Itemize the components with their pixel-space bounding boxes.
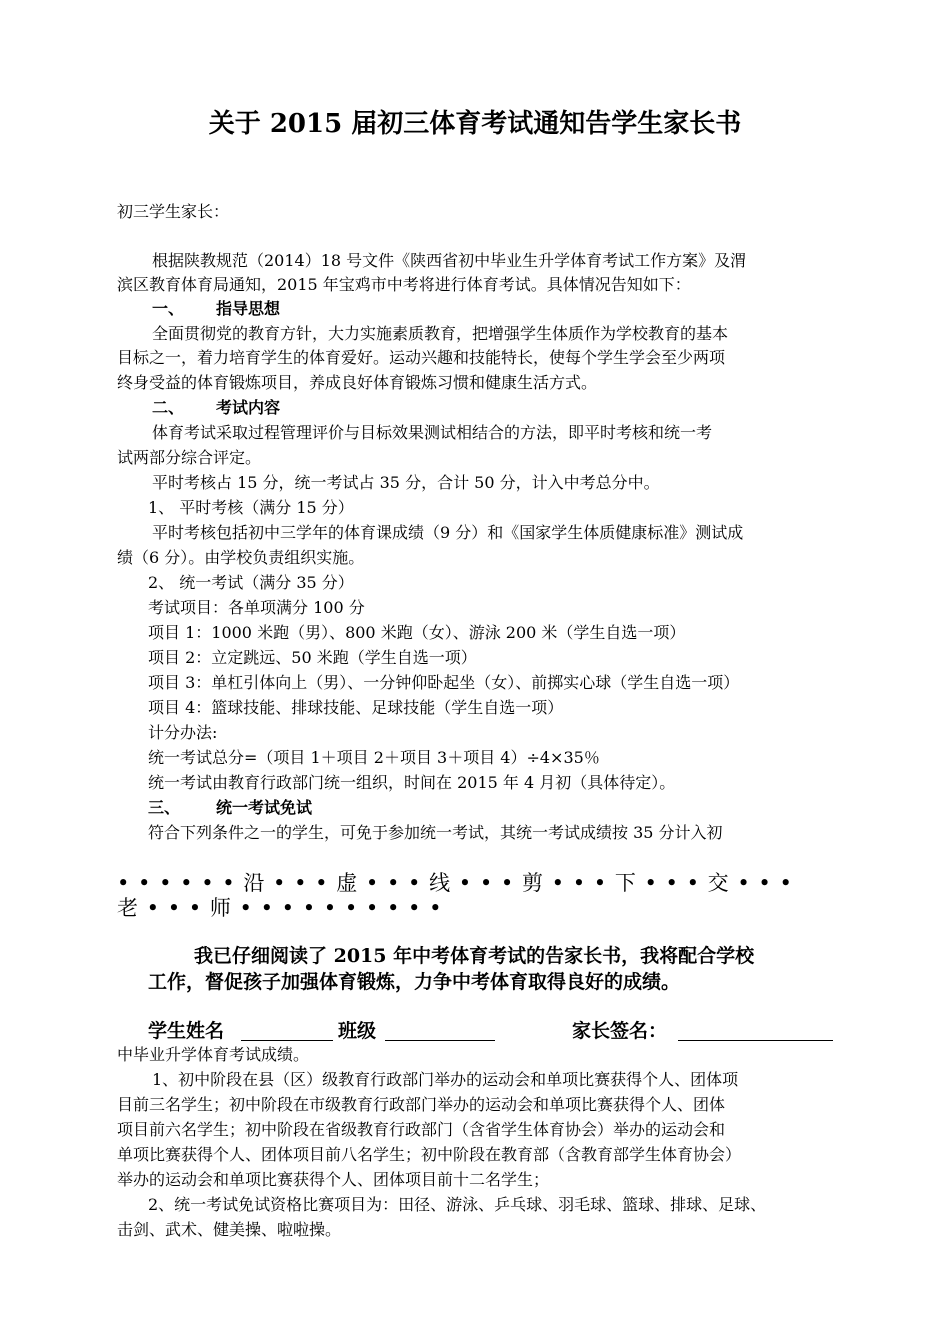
section-2-number: 二、: [152, 398, 185, 417]
score-line: 平时考核占 15 分，统一考试占 35 分，合计 50 分，计入中考总分中。: [152, 473, 660, 492]
exam-items-note: 考试项目：各单项满分 100 分: [148, 598, 365, 617]
exemption-2-line-2: 击剑、武术、健美操、啦啦操。: [117, 1220, 342, 1239]
parent-sign-blank[interactable]: [678, 1018, 833, 1041]
exemption-2-line-1: 2、统一考试免试资格比赛项目为：田径、游泳、乒乓球、羽毛球、篮球、排球、足球、: [148, 1195, 767, 1214]
exam-item-3: 项目 3：单杠引体向上（男）、一分钟仰卧起坐（女）、前掷实心球（学生自选一项）: [148, 673, 740, 692]
exemption-1-line-2: 目前三名学生；初中阶段在市级教育行政部门举办的运动会和单项比赛获得个人、团体: [117, 1095, 726, 1114]
section-2-line-2: 试两部分综合评定。: [117, 448, 262, 467]
exemption-1-line-1: 1、初中阶段在县（区）级教育行政部门举办的运动会和单项比赛获得个人、团体项: [152, 1070, 739, 1089]
section-1-heading: 指导思想: [216, 299, 281, 318]
section-3-number: 三、: [148, 798, 181, 817]
exam-schedule: 统一考试由教育行政部门统一组织，时间在 2015 年 4 月初（具体待定）。: [148, 773, 676, 792]
intro-line-1: 根据陕教规范（2014）18 号文件《陕西省初中毕业生升学体育考试工作方案》及渭: [152, 251, 747, 270]
section-1-number: 一、: [152, 299, 185, 318]
section-1-line-1: 全面贯彻党的教育方针，大力实施素质教育，把增强学生体质作为学校教育的基本: [152, 324, 729, 343]
exemption-1-line-5: 举办的运动会和单项比赛获得个人、团体项目前十二名学生；: [117, 1170, 550, 1189]
section-3-heading: 统一考试免试: [216, 798, 313, 817]
continuation-line-1: 中毕业升学体育考试成绩。: [117, 1045, 310, 1064]
section-1-line-3: 终身受益的体育锻炼项目，养成良好体育锻炼习惯和健康生活方式。: [117, 373, 598, 392]
cut-line-1: • • • • • • 沿 • • • 虚 • • • 线 • • • 剪 • • • 下 • • • 交 • • •: [117, 871, 793, 895]
pledge-line-2: 工作，督促孩子加强体育锻炼，力争中考体育取得良好的成绩。: [148, 971, 681, 993]
exam-item-1: 项目 1：1000 米跑（男）、800 米跑（女）、游泳 200 米（学生自选一项）: [148, 623, 686, 642]
exemption-1-line-4: 单项比赛获得个人、团体项目前八名学生；初中阶段在教育部（含教育部学生体育协会）: [117, 1145, 742, 1164]
cut-line-2: 老 • • • 师 • • • • • • • • • •: [117, 896, 443, 920]
item-1-heading: 1、 平时考核（满分 15 分）: [148, 498, 354, 517]
section-2-line-1: 体育考试采取过程管理评价与目标效果测试相结合的方法，即平时考核和统一考: [152, 423, 713, 442]
section-1-line-2: 目标之一，着力培育学生的体育爱好。运动兴趣和技能特长，使每个学生学会至少两项: [117, 348, 726, 367]
greeting: 初三学生家长：: [117, 202, 230, 221]
scoring-method-label: 计分办法:: [148, 723, 218, 742]
section-3-line: 符合下列条件之一的学生，可免于参加统一考试，其统一考试成绩按 35 分计入初: [148, 823, 723, 842]
item-2-heading: 2、 统一考试（满分 35 分）: [148, 573, 354, 592]
intro-line-2: 滨区教育体育局通知，2015 年宝鸡市中考将进行体育考试。具体情况告知如下：: [117, 275, 691, 294]
exemption-1-line-3: 项目前六名学生；初中阶段在省级教育行政部门（含省学生体育协会）举办的运动会和: [117, 1120, 726, 1139]
student-name-label: 学生姓名: [148, 1020, 225, 1042]
document-title: 关于 2015 届初三体育考试通知告学生家长书: [208, 109, 742, 139]
class-blank[interactable]: [385, 1018, 495, 1041]
scoring-formula: 统一考试总分=（项目 1＋项目 2＋项目 3＋项目 4）÷4×35％: [148, 748, 600, 767]
item-1-line-1: 平时考核包括初中三学年的体育课成绩（9 分）和《国家学生体质健康标准》测试成: [152, 523, 744, 542]
student-name-blank[interactable]: [241, 1018, 333, 1041]
parent-sign-label: 家长签名：: [572, 1020, 668, 1042]
exam-item-2: 项目 2：立定跳远、50 米跑（学生自选一项）: [148, 648, 477, 667]
exam-item-4: 项目 4：篮球技能、排球技能、足球技能（学生自选一项）: [148, 698, 564, 717]
section-2-heading: 考试内容: [216, 398, 281, 417]
pledge-line-1: 我已仔细阅读了 2015 年中考体育考试的告家长书，我将配合学校: [194, 945, 755, 967]
item-1-line-2: 绩（6 分）。由学校负责组织实施。: [117, 548, 365, 567]
class-label: 班级: [338, 1020, 377, 1042]
